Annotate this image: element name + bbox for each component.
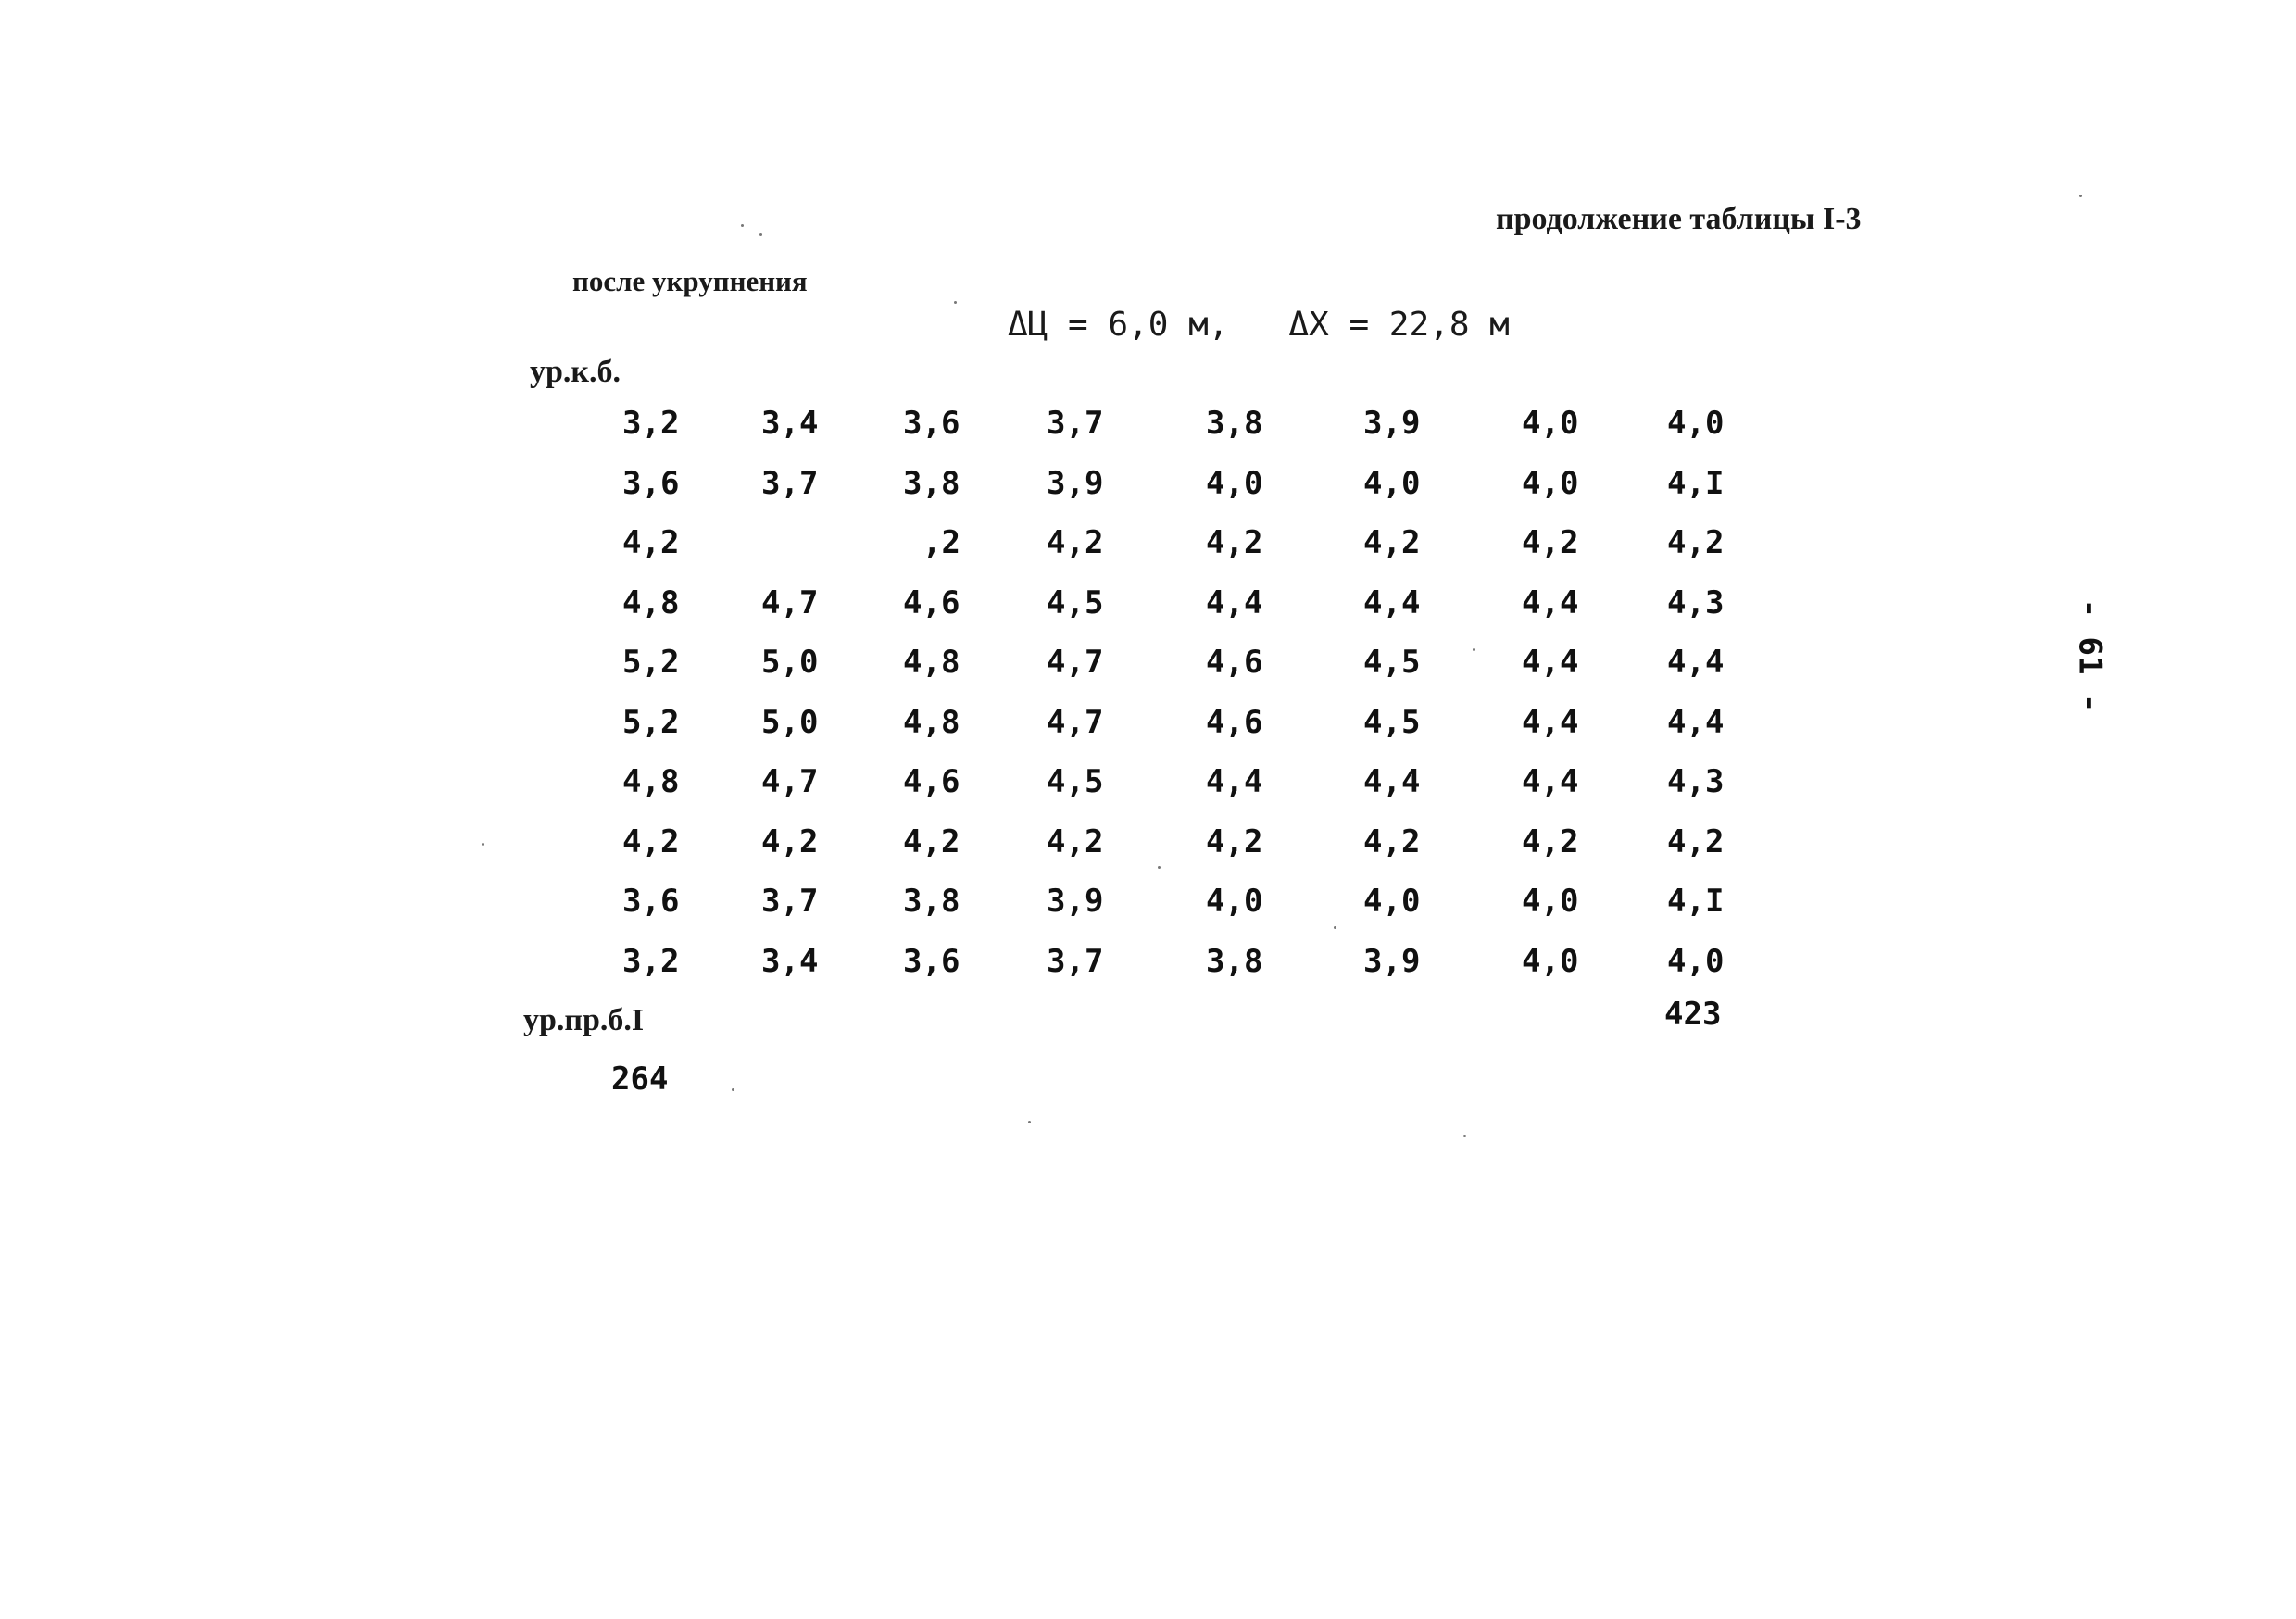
table-cell: 4,2 bbox=[1206, 524, 1263, 561]
table-cell: 4,4 bbox=[1363, 763, 1421, 800]
table-cell: 5,0 bbox=[761, 704, 819, 741]
table-cell: ,2 bbox=[922, 524, 960, 561]
scan-speck bbox=[759, 233, 762, 236]
table-cell: 4,4 bbox=[1206, 763, 1263, 800]
table-cell: 3,4 bbox=[761, 405, 819, 442]
table-cell: 4,0 bbox=[1522, 405, 1579, 442]
table-cell: 4,4 bbox=[1206, 584, 1263, 621]
table-cell: 4,8 bbox=[622, 584, 680, 621]
table-cell: 4,6 bbox=[1206, 644, 1263, 681]
table-cell: 4,6 bbox=[1206, 704, 1263, 741]
table-cell: 4,0 bbox=[1206, 465, 1263, 502]
table-cell: 4,7 bbox=[1047, 644, 1104, 681]
table-cell: 4,0 bbox=[1522, 883, 1579, 920]
table-cell: 4,2 bbox=[1363, 823, 1421, 860]
table-cell: 3,9 bbox=[1363, 405, 1421, 442]
table-cell: 4,5 bbox=[1047, 584, 1104, 621]
table-cell: 3,7 bbox=[1047, 943, 1104, 980]
table-cell: 4,2 bbox=[1522, 524, 1579, 561]
table-cell: 4,2 bbox=[1363, 524, 1421, 561]
table-cell: 4,6 bbox=[903, 584, 960, 621]
footer-left-number: 264 bbox=[611, 1061, 669, 1098]
grid-step-formula: ΔЦ = 6,0 м, ΔХ = 22,8 м bbox=[1008, 306, 1510, 344]
table-cell: 3,8 bbox=[903, 883, 960, 920]
table-cell: 3,7 bbox=[761, 465, 819, 502]
table-cell: 4,0 bbox=[1667, 943, 1725, 980]
scan-speck bbox=[741, 224, 744, 227]
table-cell: 3,6 bbox=[622, 465, 680, 502]
scan-speck bbox=[1463, 1135, 1466, 1137]
table-cell: 4,2 bbox=[1206, 823, 1263, 860]
table-cell: 4,2 bbox=[1047, 524, 1104, 561]
table-cell: 3,8 bbox=[1206, 943, 1263, 980]
table-cell: 5,2 bbox=[622, 704, 680, 741]
table-cell: 3,9 bbox=[1047, 465, 1104, 502]
table-cell: 3,9 bbox=[1047, 883, 1104, 920]
table-cell: 4,7 bbox=[761, 763, 819, 800]
table-cell: 4,4 bbox=[1667, 644, 1725, 681]
table-cell: 4,0 bbox=[1522, 465, 1579, 502]
table-cell: 4,8 bbox=[622, 763, 680, 800]
table-cell: 4,0 bbox=[1363, 883, 1421, 920]
table-cell: 4,2 bbox=[1047, 823, 1104, 860]
table-cell: 4,3 bbox=[1667, 763, 1725, 800]
table-cell: 4,4 bbox=[1522, 584, 1579, 621]
table-cell: 3,9 bbox=[1363, 943, 1421, 980]
table-cell: 5,2 bbox=[622, 644, 680, 681]
table-cell: 4,I bbox=[1667, 465, 1725, 502]
table-cell: 3,2 bbox=[622, 405, 680, 442]
table-cell: 3,2 bbox=[622, 943, 680, 980]
scan-speck bbox=[1158, 866, 1161, 869]
table-cell: 3,8 bbox=[1206, 405, 1263, 442]
table-cell: 4,4 bbox=[1667, 704, 1725, 741]
table-cell: 4,2 bbox=[761, 823, 819, 860]
table-cell: 4,4 bbox=[1522, 704, 1579, 741]
table-cell: 4,2 bbox=[622, 823, 680, 860]
table-cell: 4,I bbox=[1667, 883, 1725, 920]
table-cell: 4,0 bbox=[1206, 883, 1263, 920]
table-cell: 4,3 bbox=[1667, 584, 1725, 621]
scan-speck bbox=[482, 843, 484, 846]
table-cell: 4,6 bbox=[903, 763, 960, 800]
scan-speck bbox=[732, 1088, 734, 1091]
table-cell: 4,8 bbox=[903, 644, 960, 681]
scan-speck bbox=[1473, 648, 1475, 651]
table-cell: 4,2 bbox=[903, 823, 960, 860]
table-cell: 5,0 bbox=[761, 644, 819, 681]
table-cell: 4,4 bbox=[1363, 584, 1421, 621]
table-cell: 4,2 bbox=[1522, 823, 1579, 860]
table-cell: 4,0 bbox=[1667, 405, 1725, 442]
scan-speck bbox=[954, 301, 957, 304]
table-cell: 4,5 bbox=[1363, 704, 1421, 741]
table-cell: 4,4 bbox=[1522, 763, 1579, 800]
page-number: - 61 - bbox=[2071, 598, 2109, 713]
table-cell: 4,2 bbox=[1667, 823, 1725, 860]
table-cell: 4,5 bbox=[1363, 644, 1421, 681]
table-continuation-caption: продолжение таблицы I-3 bbox=[1496, 202, 1862, 236]
scan-speck bbox=[2079, 195, 2082, 197]
top-level-label: ур.к.б. bbox=[530, 355, 621, 389]
bottom-level-label: ур.пр.б.I bbox=[523, 1003, 645, 1037]
section-subtitle: после укрупнения bbox=[572, 265, 808, 297]
scan-speck bbox=[1028, 1121, 1031, 1123]
table-cell: 3,6 bbox=[903, 405, 960, 442]
table-cell: 4,7 bbox=[1047, 704, 1104, 741]
table-cell: 3,6 bbox=[903, 943, 960, 980]
table-cell: 3,7 bbox=[761, 883, 819, 920]
table-cell: 3,4 bbox=[761, 943, 819, 980]
table-cell: 4,4 bbox=[1522, 644, 1579, 681]
table-cell: 4,0 bbox=[1363, 465, 1421, 502]
table-cell: 3,8 bbox=[903, 465, 960, 502]
table-cell: 3,6 bbox=[622, 883, 680, 920]
table-cell: 4,7 bbox=[761, 584, 819, 621]
footer-right-number: 423 bbox=[1664, 996, 1722, 1033]
table-cell: 3,7 bbox=[1047, 405, 1104, 442]
table-cell: 4,2 bbox=[1667, 524, 1725, 561]
scan-speck bbox=[1334, 926, 1336, 929]
table-cell: 4,0 bbox=[1522, 943, 1579, 980]
table-cell: 4,8 bbox=[903, 704, 960, 741]
table-cell: 4,5 bbox=[1047, 763, 1104, 800]
table-cell: 4,2 bbox=[622, 524, 680, 561]
